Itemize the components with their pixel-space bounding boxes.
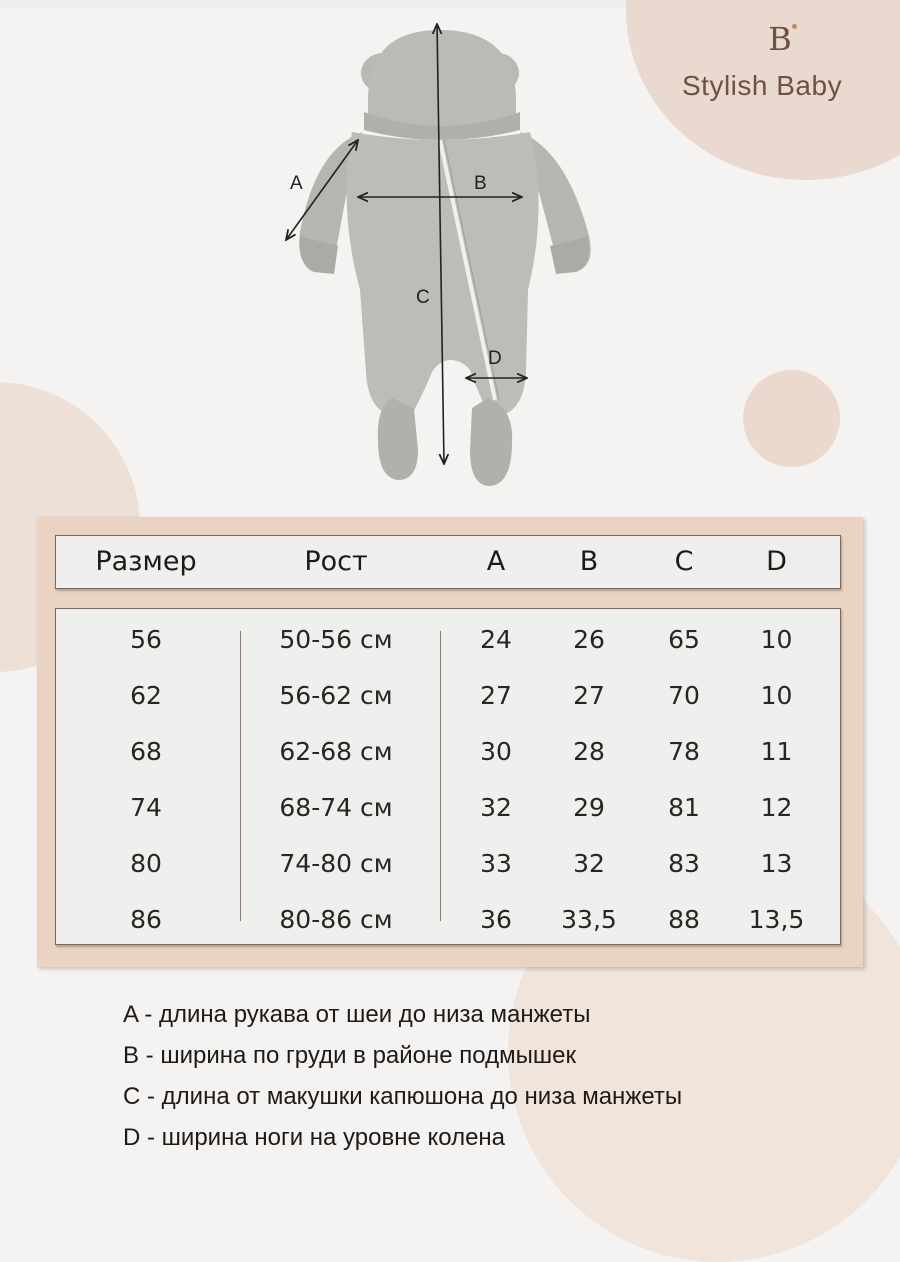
label-d: D [488,348,502,369]
cell-height: 74-80 см [279,849,393,878]
table-body [55,608,841,945]
legend-item-a: A - длина рукава от шеи до низа манжеты [123,1001,591,1028]
cell-size: 74 [130,793,162,822]
cell-a: 32 [480,793,512,822]
label-c: C [416,287,430,308]
legend-item-c: C - длина от макушки капюшона до низа манжеты [123,1083,683,1110]
table-row [56,612,840,668]
cell-size: 80 [130,849,162,878]
cell-d: 10 [760,625,793,654]
size-table [37,517,863,967]
cell-b: 26 [573,625,605,654]
cell-b: 32 [573,849,605,878]
table-row [56,668,840,724]
cell-b: 28 [573,737,605,766]
header-height: Рост [304,546,368,577]
cell-size: 68 [130,737,162,766]
table-row [56,724,840,780]
legend-item-d: D - ширина ноги на уровне колена [123,1124,506,1151]
cell-b: 27 [573,681,605,710]
header-d: D [766,546,787,577]
table-row [56,892,840,948]
legend-item-b: B - ширина по груди в районе подмышек [123,1042,576,1069]
brand-mark: B [768,20,792,58]
cell-c: 78 [668,737,700,766]
cell-c: 65 [668,625,700,654]
cell-c: 83 [668,849,700,878]
cell-height: 80-86 см [279,905,393,934]
cell-a: 27 [480,681,512,710]
cell-c: 81 [668,793,700,822]
cell-height: 62-68 см [279,737,393,766]
cell-a: 24 [480,625,512,654]
brand-name: Stylish Baby [682,70,843,101]
label-b: B [474,173,487,194]
measurement-legend [123,994,863,1158]
jumpsuit-illustration [270,20,610,500]
cell-a: 33 [480,849,512,878]
brand-logo [680,22,880,102]
decor-circle-right [743,370,840,467]
header-a: A [486,546,506,577]
label-a: A [290,173,303,194]
cell-size: 62 [130,681,162,710]
cell-d: 10 [760,681,793,710]
jumpsuit-shape [299,30,590,486]
cell-a: 30 [480,737,512,766]
header-b: B [579,546,599,577]
table-row [56,836,840,892]
cell-a: 36 [480,905,512,934]
cell-size: 86 [130,905,162,934]
cell-size: 56 [130,625,162,654]
cell-height: 50-56 см [279,625,393,654]
cell-d: 13 [760,849,793,878]
cell-height: 68-74 см [279,793,393,822]
cell-b: 33,5 [561,905,617,934]
cell-d: 13,5 [748,905,805,934]
cell-d: 11 [760,737,793,766]
header-c: C [674,546,694,577]
cell-c: 70 [668,681,700,710]
cell-b: 29 [573,793,605,822]
table-row [56,780,840,836]
header-size: Размер [95,546,197,577]
cell-d: 12 [760,793,793,822]
cell-height: 56-62 см [279,681,393,710]
table-header [55,535,841,589]
cell-c: 88 [668,905,700,934]
